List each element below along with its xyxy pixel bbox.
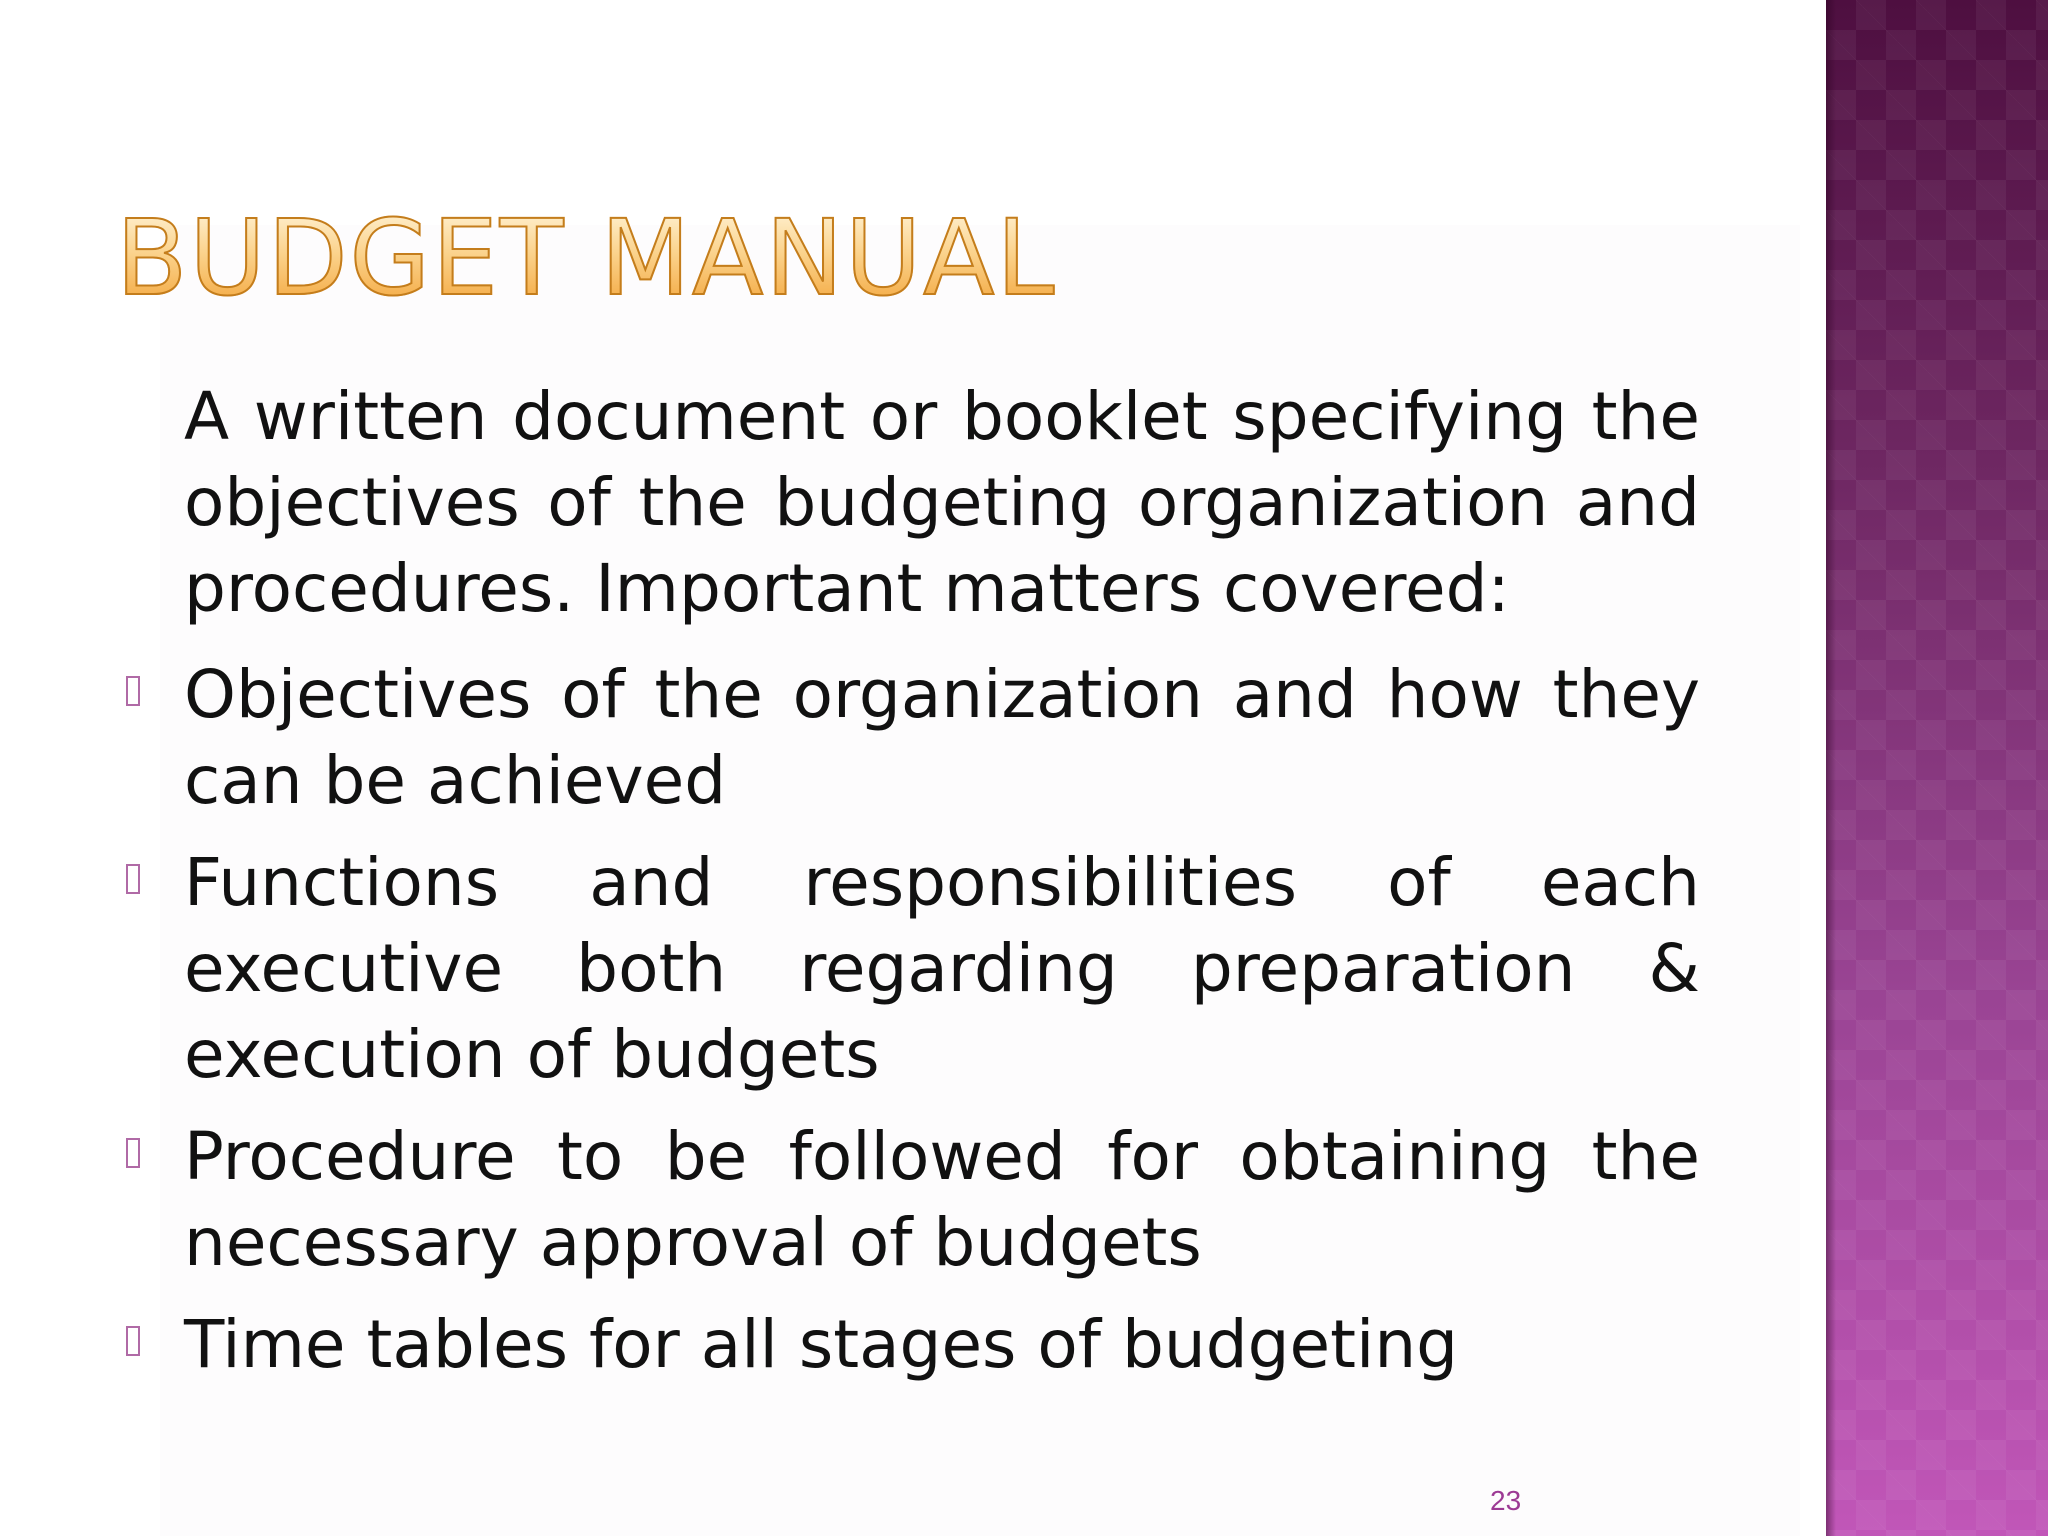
square-bullet-icon	[126, 864, 140, 894]
square-bullet-icon	[126, 1138, 140, 1168]
intro-paragraph: A written document or booklet specifying the objectives of the budgeting organization and procedures. Important matters covered:	[184, 378, 1700, 627]
bullet-text: Functions and responsibilities of each executive both regarding preparation & execution of budgets	[184, 844, 1700, 1093]
bullet-text: Procedure to be followed for obtaining the necessary approval of budgets	[184, 1118, 1700, 1281]
square-bullet-icon	[126, 1326, 140, 1356]
square-bullet-icon	[126, 676, 140, 706]
slide-title: BUDGET MANUAL	[116, 197, 1057, 319]
bullet-text: Objectives of the organization and how they can be achieved	[184, 656, 1700, 819]
bullet-text: Time tables for all stages of budgeting	[184, 1306, 1459, 1383]
page-number: 23	[1490, 1485, 1522, 1516]
